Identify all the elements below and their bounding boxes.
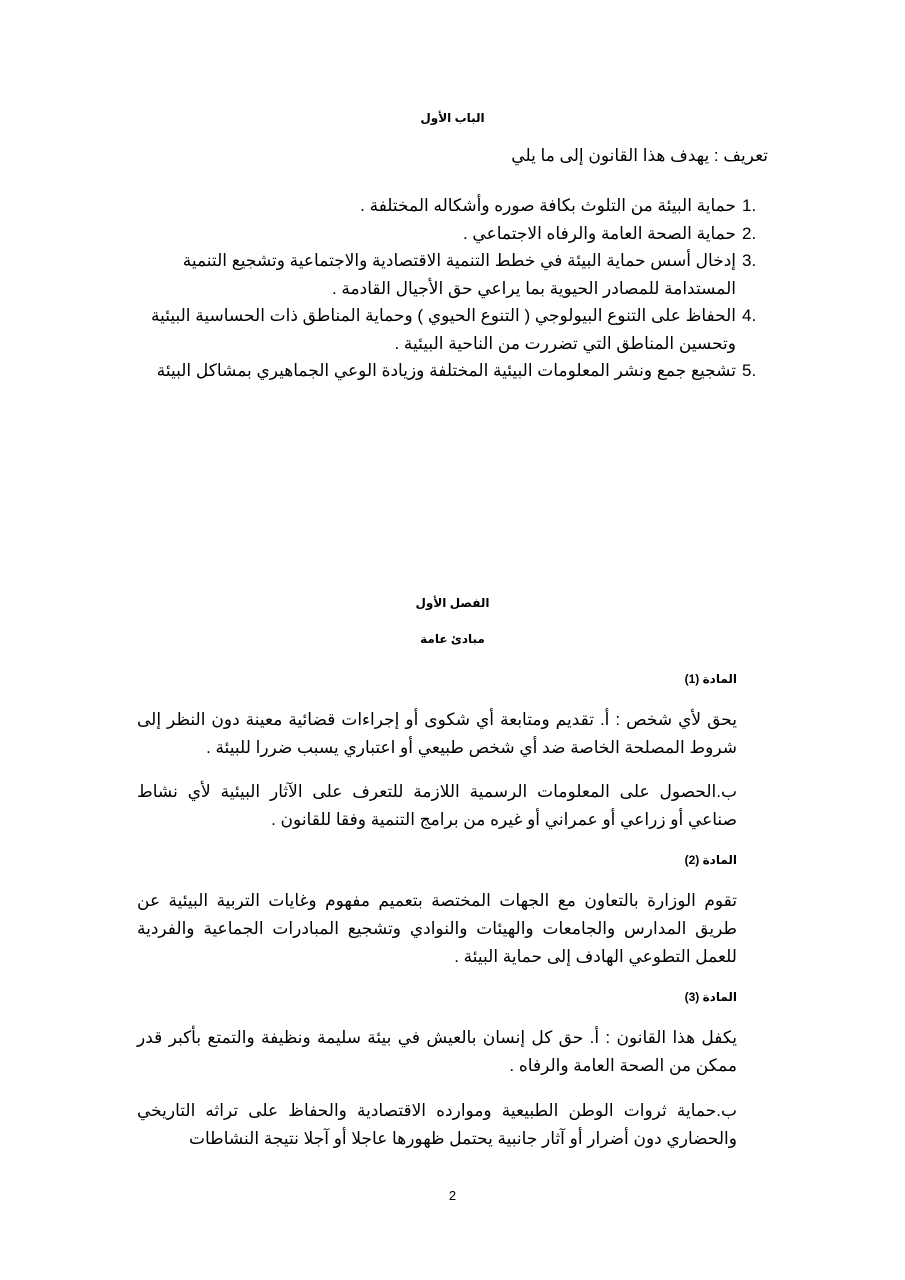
list-item-text: تشجيع جمع ونشر المعلومات البيئية المختلفة وزيادة الوعي الجماهيري بمشاكل البيئة	[156, 361, 736, 380]
list-item-text: إدخال أسس حماية البيئة في خطط التنمية الاقتصادية والاجتماعية وتشجيع التنمية المستدامة للمصادر الحيوية بما يراعي حق الأجيال القادمة .	[182, 251, 736, 298]
chapter-title: الفصل الأول	[415, 596, 490, 610]
list-item-number: 3.	[742, 251, 757, 270]
article-paragraph: ب.حماية ثروات الوطن الطبيعية وموارده الاقتصادية والحفاظ على تراثه التاريخي والحضاري دون أضرار أو آثار جانبية يحتمل ظهورها عاجلا أو آجلا نتيجة النشاطات	[137, 1101, 737, 1148]
list-item-number: 5.	[742, 361, 757, 380]
article-paragraph: يحق لأي شخص : أ. تقديم ومتابعة أي شكوى أو إجراءات قضائية معينة دون النظر إلى شروط المصلحة الخاصة ضد أي شخص طبيعي أو اعتباري يسبب ضررا للبيئة .	[137, 710, 737, 757]
article-paragraph: يكفل هذا القانون : أ. حق كل إنسان بالعيش في بيئة سليمة ونظيفة والتمتع بأكبر قدر ممكن من الصحة العامة والرفاه .	[137, 1028, 737, 1075]
page-number: 2	[448, 1188, 457, 1203]
list-item	[128, 302, 768, 357]
article-title: المادة (3)	[684, 990, 737, 1004]
list-item	[128, 220, 768, 248]
article-paragraph: ب.الحصول على المعلومات الرسمية اللازمة للتعرف على الآثار البيئية لأي نشاط صناعي أو زراعي أو عمراني أو غيره من برامج التنمية وفقا للقانون .	[137, 782, 737, 829]
article-title: المادة (1)	[684, 672, 737, 686]
list-item-number: 2.	[742, 223, 757, 243]
definition-intro: تعريف : يهدف هذا القانون إلى ما يلي	[511, 146, 768, 165]
list-item-text: الحفاظ على التنوع البيولوجي ( التنوع الحيوي ) وحماية المناطق ذات الحساسية البيئية وتحسين المناطق التي تضررت من الناحية البيئية .	[150, 306, 736, 353]
list-item-text: حماية الصحة العامة والرفاه الاجتماعي .	[462, 223, 736, 243]
list-item-number: 4.	[742, 306, 757, 325]
chapter-subtitle: مبادئ عامة	[420, 632, 485, 646]
list-item-text: حماية البيئة من التلوث بكافة صوره وأشكاله المختلفة .	[360, 196, 736, 215]
article-title: المادة (2)	[684, 853, 737, 867]
article-paragraph: تقوم الوزارة بالتعاون مع الجهات المختصة بتعميم مفهوم وغايات التربية البيئية عن طريق المدارس والجامعات والهيئات والنوادي وتشجيع المبادرات الجماعية والفردية للعمل التطوعي الهادف إلى حماية البيئة .	[137, 891, 737, 966]
objectives-list	[128, 192, 768, 385]
list-item	[128, 357, 768, 385]
part-title: الباب الأول	[420, 111, 485, 125]
list-item	[128, 247, 768, 302]
list-item-number: 1.	[742, 196, 757, 215]
list-item	[128, 192, 768, 220]
